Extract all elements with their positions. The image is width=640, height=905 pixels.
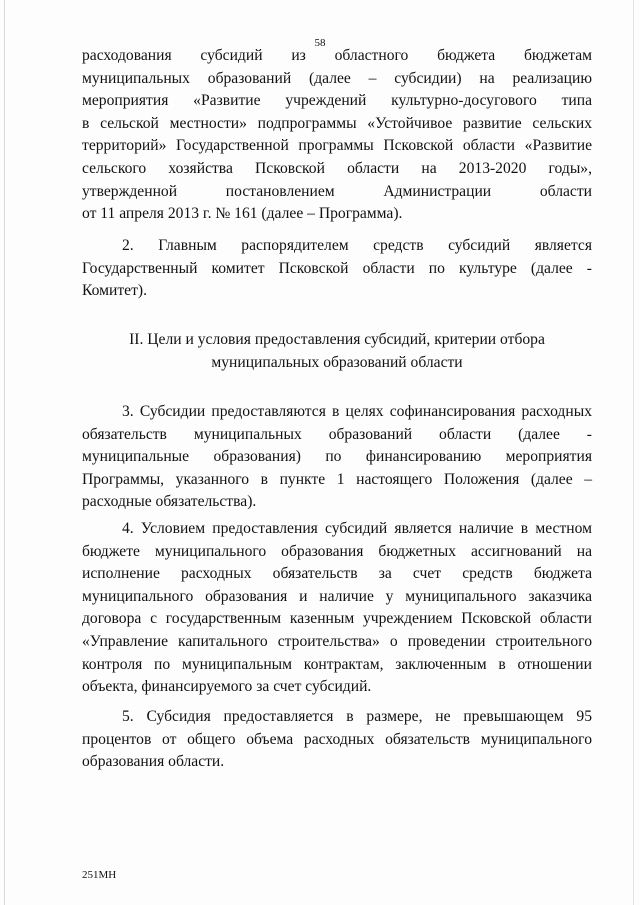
paragraph-4	[82, 518, 592, 699]
text-line: от 11 апреля 2013 г. № 161 (далее – Программа).	[82, 205, 403, 223]
text-line: Программы, указанного в пункте 1 настоящего Положения (далее –	[82, 470, 592, 488]
paragraph-5	[82, 706, 592, 774]
scan-edge-left	[4, 0, 5, 905]
text-line: мероприятия «Развитие учреждений культурно-досугового типа	[82, 92, 592, 110]
paragraph-2	[82, 235, 592, 303]
scan-edge-right	[633, 0, 634, 905]
section-heading	[82, 329, 592, 374]
text-line: муниципальные образования) по финансированию мероприятия	[82, 448, 592, 466]
text-line: муниципальных образований (далее – субсидии) на реализацию	[82, 69, 592, 87]
text-line: Государственный комитет Псковской области по культуре (далее -	[82, 259, 592, 277]
text-line: 3. Субсидии предоставляются в целях софинансирования расходных	[122, 403, 592, 420]
text-line: территорий» Государственной программы Псковской области «Развитие	[82, 137, 592, 155]
text-line: 5. Субсидия предоставляется в размере, не превышающем 95	[122, 708, 592, 725]
heading-line: II. Цели и условия предоставления субсидий, критерии отбора	[129, 331, 545, 348]
footer-code: 251МН	[82, 869, 117, 881]
text-line: исполнение расходных обязательств за счет средств бюджета	[82, 565, 592, 583]
paragraph-3	[82, 401, 592, 514]
text-line: обязательств муниципальных образований области (далее -	[82, 425, 592, 443]
text-line: утвержденной постановлением Администрации области	[82, 182, 592, 200]
heading-line: муниципальных образований области	[211, 353, 463, 371]
text-line: 2. Главным распорядителем средств субсидий является	[122, 237, 592, 254]
text-line: образования области.	[82, 753, 225, 771]
text-line: «Управление капитального строительства» о проведении строительного	[82, 632, 592, 650]
text-line: процентов от общего объема расходных обязательств муниципального	[82, 730, 592, 748]
text-line: Комитет).	[82, 282, 147, 300]
text-line: 4. Условием предоставления субсидий является наличие в местном	[122, 520, 592, 537]
page-number: 58	[314, 37, 326, 49]
text-line: бюджете муниципального образования бюджетных ассигнований на	[82, 542, 592, 560]
text-line: в сельской местности» подпрограммы «Устойчивое развитие сельских	[82, 114, 592, 132]
text-line: расходные обязательства).	[82, 493, 257, 511]
text-line: договора с государственным казенным учреждением Псковской области	[82, 610, 592, 628]
text-line: объекта, финансируемого за счет субсидий.	[82, 678, 372, 696]
text-line: муниципального образования и наличие у муниципального заказчика	[82, 587, 592, 605]
text-line: расходования субсидий из областного бюджета бюджетам	[82, 47, 592, 64]
paragraph-continuation	[82, 45, 592, 226]
text-line: сельского хозяйства Псковской области на 2013-2020 годы»,	[82, 159, 592, 177]
text-line: контроля по муниципальным контрактам, заключенным в отношении	[82, 655, 592, 673]
